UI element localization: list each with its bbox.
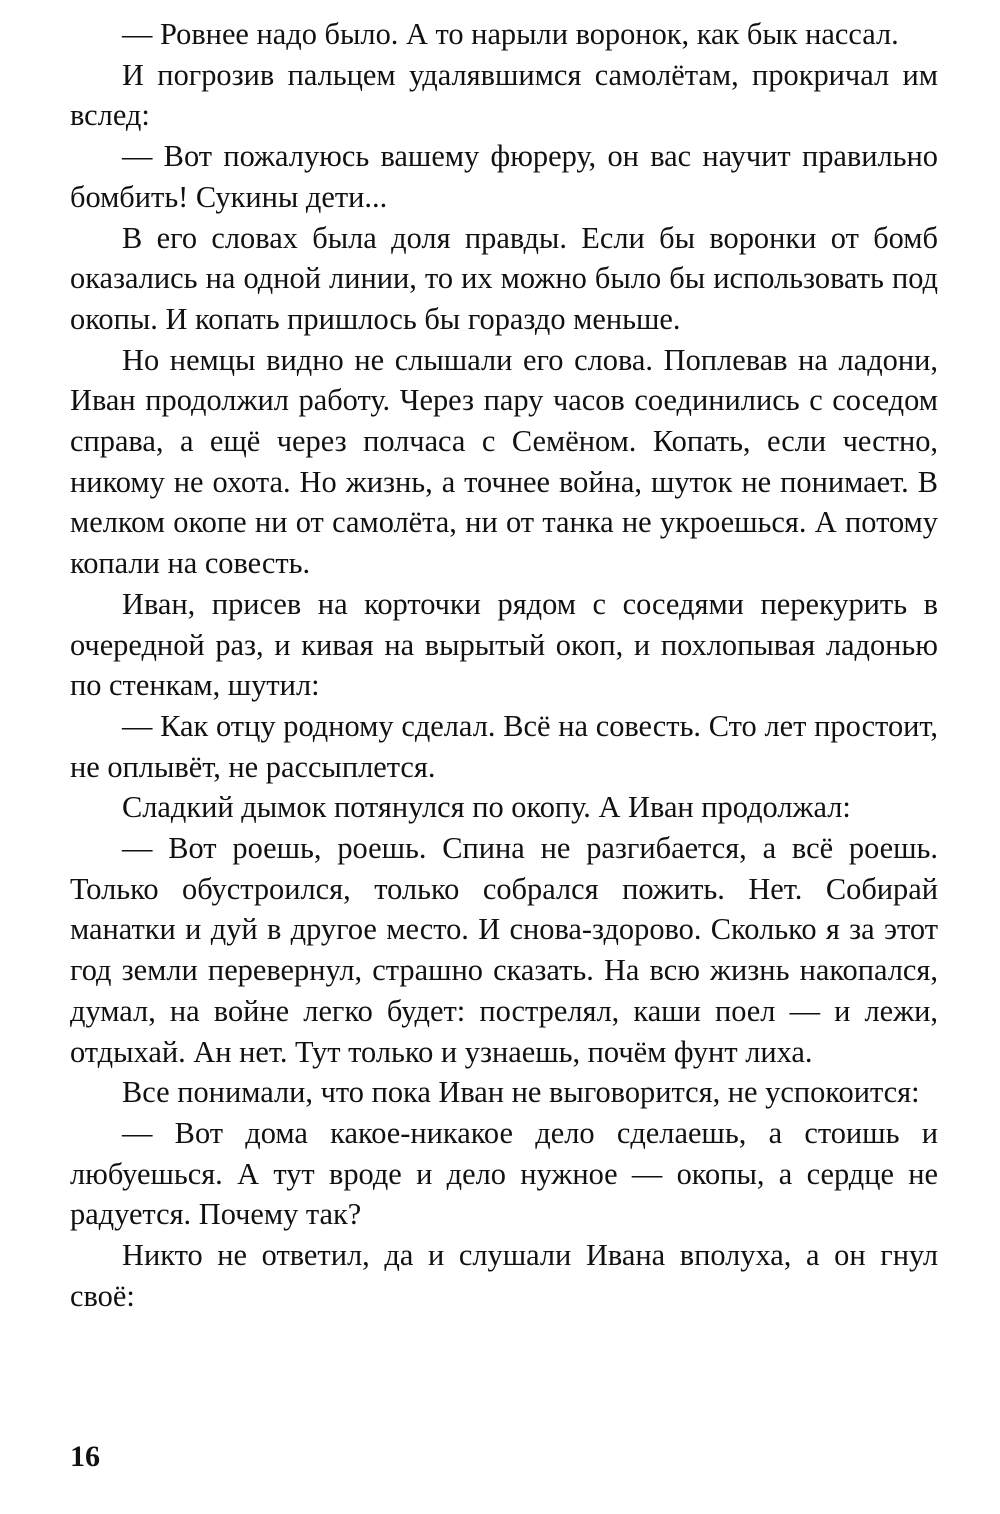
body-text [70, 14, 938, 1317]
paragraph: Все понимали, что пока Иван не выговорится, не успокоится: [122, 1075, 920, 1110]
paragraph: В его словах была доля правды. Если бы воронки от бомб оказались на одной линии, то их можно было бы использовать под окопы. И копать пришлось бы гораздо меньше. [70, 220, 938, 336]
paragraph: И погрозив пальцем удалявшимся самолётам, прокричал им вслед: [70, 57, 938, 133]
paragraph: Никто не ответил, да и слушали Ивана вполуха, а он гнул своё: [70, 1238, 938, 1313]
paragraph: — Вот дома какое-никакое дело сделаешь, а стоишь и любуешься. А тут вроде и дело нужное — окопы, а сердце не радуется. Почему так? [70, 1115, 938, 1232]
paragraph: Сладкий дымок потянулся по окопу. А Иван продолжал: [122, 790, 851, 825]
paragraph: Иван, присев на корточки рядом с соседями перекурить в очередной раз, и кивая на вырытый окоп, и похлопывая ладонью по стенкам, шутил: [70, 586, 938, 703]
paragraph: — Вот пожалуюсь вашему фюреру, он вас научит правильно бомбить! Сукины дети... [70, 139, 938, 214]
paragraph: Но немцы видно не слышали его слова. Поплевав на ладони, Иван продолжил работу. Через пару часов соединились с соседом справа, а ещё через полчаса с Семёном. Копать, если честно, никому не охота. Но жизнь, а точнее война, шуток не понимает. В мелком окопе ни от самолёта, ни от танка не укроешься. А потому копали на совесть. [70, 342, 938, 581]
page-number: 16 [70, 1440, 100, 1473]
paragraph: — Ровнее надо было. А то нарыли воронок, как бык нассал. [122, 17, 899, 51]
paragraph: — Как отцу родному сделал. Всё на совесть. Сто лет простоит, не оплывёт, не рассыплется. [70, 708, 938, 784]
paragraph: — Вот роешь, роешь. Спина не разгибается, а всё роешь. Только обустроился, только собрался пожить. Нет. Собирай манатки и дуй в другое место. И снова-здорово. Сколько я за этот год земли перевернул, страшно сказать. На всю жизнь накопался, думал, на войне легко будет: пострелял, каши поел — и лежи, отдыхай. Ан нет. Тут только и узнаешь, почём фунт лиха. [70, 831, 938, 1069]
